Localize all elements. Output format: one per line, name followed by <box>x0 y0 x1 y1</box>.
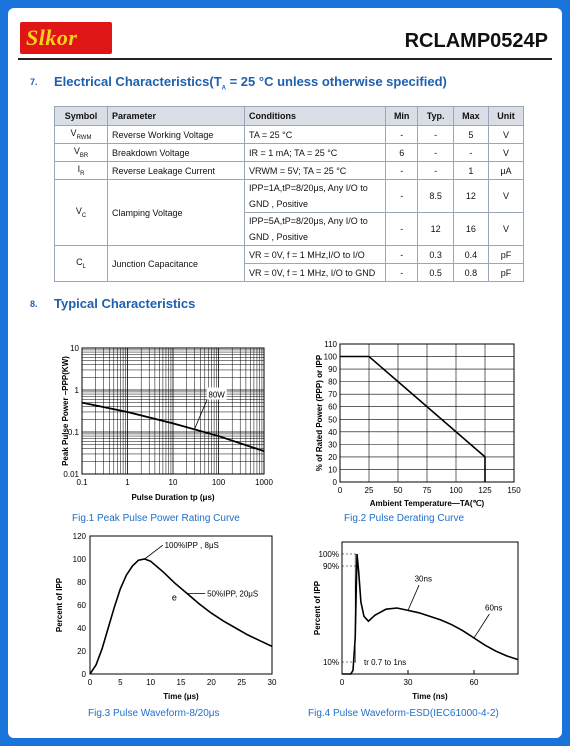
x-tick-label: 100 <box>211 478 226 487</box>
y-tick-label: 90% <box>322 562 339 571</box>
fig4-pulse-waveform-esd-chart <box>296 536 526 702</box>
y-axis-label: % of Rated Power (PPP) or IPP <box>315 354 324 472</box>
x-axis-label: Time (μs) <box>163 692 199 701</box>
x-tick-label: 20 <box>206 678 216 687</box>
cell-typ: 0.5 <box>418 264 453 282</box>
cell-conditions: IPP=5A,tP=8/20μs, Any I/O to GND , Positive <box>245 213 386 246</box>
y-tick-label: 20 <box>77 647 86 656</box>
y-tick-label: 0 <box>81 670 86 679</box>
cell-typ: - <box>418 162 453 180</box>
cell-max: - <box>453 144 488 162</box>
y-tick-label: 70 <box>328 390 337 400</box>
fig1-caption: Fig.1 Peak Pulse Power Rating Curve <box>72 513 240 524</box>
x-tick-label: 10 <box>168 478 178 487</box>
y-tick-label: 120 <box>72 532 86 541</box>
cell-symbol: $C_L$ <box>55 246 108 282</box>
cell-max: 1 <box>453 162 488 180</box>
cell-conditions: IPP=1A,tP=8/20μs, Any I/O to GND , Positive <box>245 180 386 213</box>
section-7-number: 7. <box>30 77 38 87</box>
x-axis-label: Ambient Temperature—TA(℃) <box>369 499 485 508</box>
cell-max: 0.4 <box>453 246 488 264</box>
cell-max: 0.8 <box>453 264 488 282</box>
y-tick-label: 20 <box>328 452 337 462</box>
x-tick-label: 100 <box>449 486 463 495</box>
y-tick-label: 40 <box>77 624 86 633</box>
cell-conditions: IR = 1 mA; TA = 25 °C <box>245 144 386 162</box>
cell-typ: - <box>418 126 453 144</box>
fig2-caption: Fig.2 Pulse Derating Curve <box>344 513 465 524</box>
y-tick-label: 100 <box>323 352 337 362</box>
header-min: Min <box>386 107 418 126</box>
cell-symbol: $I_R$ <box>55 162 108 180</box>
annotation-label: 30ns <box>414 574 432 584</box>
y-tick-label: 50 <box>328 415 337 425</box>
cell-unit: V <box>488 126 523 144</box>
annotation-label: 100%IPP , 8μS <box>164 541 219 551</box>
x-tick-label: 50 <box>393 486 403 495</box>
table-row <box>55 144 524 162</box>
y-axis-label: Percent of IPP <box>313 580 322 636</box>
cell-unit: pF <box>488 246 523 264</box>
y-axis-label: Percent of IPP <box>55 577 64 633</box>
annotation-label: tr 0.7 to 1ns <box>364 658 407 667</box>
y-tick-label: 0 <box>332 478 337 487</box>
header-symbol: Symbol <box>55 107 108 126</box>
x-tick-label: 25 <box>237 678 247 687</box>
y-tick-label: 60 <box>328 402 337 412</box>
cell-unit: pF <box>488 264 523 282</box>
table-row <box>55 246 524 264</box>
cell-unit: V <box>488 144 523 162</box>
x-axis-label: Pulse Duration tp (μs) <box>131 493 215 502</box>
y-tick-label: 80 <box>77 578 86 587</box>
cell-max: 16 <box>453 213 488 246</box>
header-typ: Typ. <box>418 107 453 126</box>
y-tick-label: 0.01 <box>63 470 79 479</box>
cell-min: - <box>386 162 418 180</box>
y-tick-label: 110 <box>324 340 337 349</box>
y-tick-label: 10% <box>322 658 339 667</box>
header-conditions: Conditions <box>245 107 386 126</box>
x-tick-label: 1000 <box>255 478 273 487</box>
y-tick-label: 30 <box>328 440 337 450</box>
y-tick-label: 10 <box>70 344 79 353</box>
fig3-pulse-waveform-8-20-chart <box>36 530 276 702</box>
cell-symbol: $V_{RWM}$ <box>55 126 108 144</box>
cell-max: 5 <box>453 126 488 144</box>
table-row <box>55 162 524 180</box>
cell-max: 12 <box>453 180 488 213</box>
datasheet-page <box>8 8 562 738</box>
electrical-characteristics-table <box>54 106 524 282</box>
cell-conditions: TA = 25 °C <box>245 126 386 144</box>
table-row <box>55 180 524 213</box>
cell-unit: V <box>488 213 523 246</box>
cell-typ: 12 <box>418 213 453 246</box>
brand-logo <box>20 22 112 54</box>
header-unit: Unit <box>488 107 523 126</box>
cell-min: - <box>386 246 418 264</box>
x-tick-label: 75 <box>422 486 432 495</box>
annotation-label: 80W <box>208 390 225 400</box>
cell-unit: μA <box>488 162 523 180</box>
x-tick-label: 10 <box>146 678 156 687</box>
x-tick-label: 0 <box>87 678 93 687</box>
fig4-caption: Fig.4 Pulse Waveform-ESD(IEC61000-4-2) <box>308 708 499 719</box>
part-number: RCLAMP0524P <box>404 30 548 52</box>
cell-conditions: VR = 0V, f = 1 MHz,I/O to I/O <box>245 246 386 264</box>
y-tick-label: 80 <box>328 377 337 387</box>
table-row <box>55 126 524 144</box>
cell-typ: 8.5 <box>418 180 453 213</box>
y-tick-label: 100% <box>318 550 339 559</box>
cell-conditions: VRWM = 5V; TA = 25 °C <box>245 162 386 180</box>
cell-typ: - <box>418 144 453 162</box>
cell-symbol: $V_C$ <box>55 180 108 246</box>
y-tick-label: 0.1 <box>67 428 79 437</box>
annotation-label: 60ns <box>485 603 503 613</box>
header-max: Max <box>453 107 488 126</box>
y-tick-label: 100 <box>72 555 86 564</box>
x-tick-label: 30 <box>403 678 413 687</box>
x-tick-label: 5 <box>118 678 123 687</box>
x-tick-label: 150 <box>507 486 521 495</box>
x-tick-label: 30 <box>267 678 277 687</box>
cell-parameter: Clamping Voltage <box>108 180 245 246</box>
y-tick-label: 40 <box>328 427 337 437</box>
x-tick-label: 125 <box>478 486 492 495</box>
y-tick-label: 60 <box>77 601 86 610</box>
x-tick-label: 0 <box>337 486 343 495</box>
fig2-pulse-derating-chart <box>296 332 526 522</box>
x-tick-label: 0 <box>339 678 345 687</box>
header-parameter: Parameter <box>108 107 245 126</box>
y-tick-label: 90 <box>328 365 337 375</box>
header-divider <box>18 58 552 60</box>
cell-min: 6 <box>386 144 418 162</box>
fig1-peak-pulse-power-chart <box>36 342 276 522</box>
x-tick-label: 25 <box>364 486 374 495</box>
cell-parameter: Reverse Working Voltage <box>108 126 245 144</box>
x-tick-label: 0.1 <box>76 478 88 487</box>
table-header-row <box>55 107 524 126</box>
plot-area <box>90 536 272 674</box>
y-axis-label: Peak Pulse Power –PPP(KW) <box>61 356 70 466</box>
cell-parameter: Reverse Leakage Current <box>108 162 245 180</box>
cell-min: - <box>386 213 418 246</box>
section-7-title: Electrical $Characteristics(T_A = 25$ °C unless otherwise specified) <box>54 74 447 92</box>
cell-unit: V <box>488 180 523 213</box>
y-tick-label: 10 <box>328 465 337 475</box>
annotation-label: 50%IPP, 20μS <box>207 589 259 599</box>
cell-symbol: $V_{BR}$ <box>55 144 108 162</box>
section-8-number: 8. <box>30 299 38 309</box>
cell-min: - <box>386 126 418 144</box>
x-tick-label: 15 <box>176 678 186 687</box>
cell-conditions: VR = 0V, f = 1 MHz, I/O to GND <box>245 264 386 282</box>
brand-logo-text: Slkor <box>26 25 78 50</box>
x-tick-label: 1 <box>125 478 130 487</box>
fig3-caption: Fig.3 Pulse Waveform-8/20μs <box>88 708 220 719</box>
cell-parameter: Junction Capacitance <box>108 246 245 282</box>
annotation-label: e <box>171 592 177 603</box>
section-8-title: Typical Characteristics <box>54 296 196 311</box>
cell-parameter: Breakdown Voltage <box>108 144 245 162</box>
x-tick-label: 60 <box>469 678 479 687</box>
cell-min: - <box>386 180 418 213</box>
x-axis-label: Time (ns) <box>412 692 448 701</box>
cell-min: - <box>386 264 418 282</box>
y-tick-label: 1 <box>74 386 79 395</box>
cell-typ: 0.3 <box>418 246 453 264</box>
